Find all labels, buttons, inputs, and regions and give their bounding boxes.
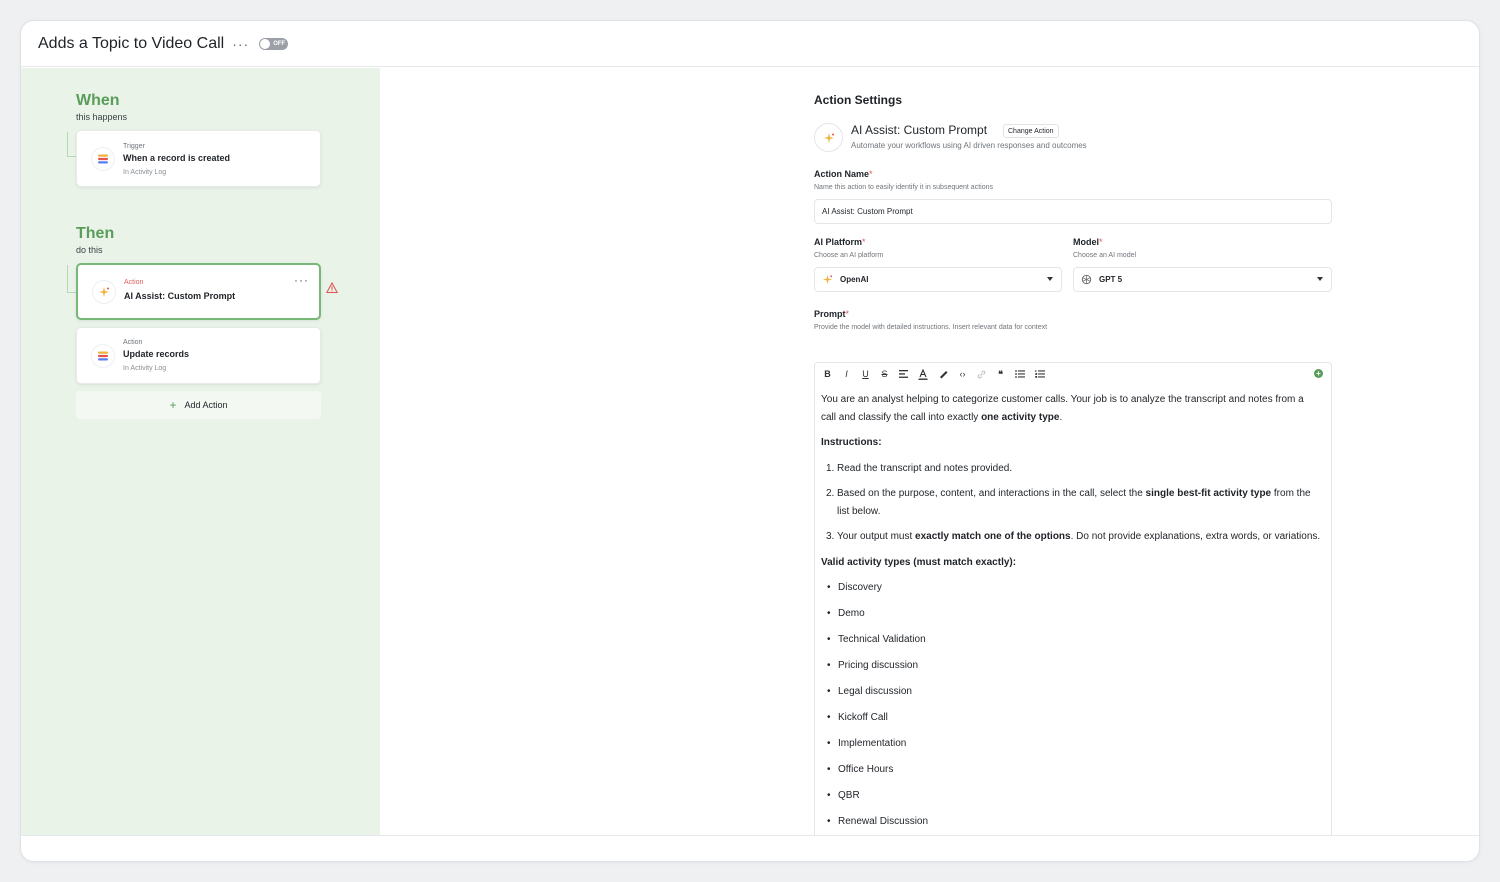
- list-item: [827, 735, 1321, 753]
- action-name: AI Assist: Custom Prompt: [124, 291, 236, 301]
- step-bold: exactly match one of the options: [915, 531, 1071, 542]
- then-subheading: do this: [76, 245, 103, 255]
- underline-icon[interactable]: U: [862, 369, 869, 379]
- action-more-icon[interactable]: ···: [294, 273, 309, 287]
- required-mark: *: [869, 169, 873, 179]
- action-card-update-records[interactable]: [76, 327, 321, 384]
- list-item: [827, 761, 1321, 779]
- activity-log-icon: [91, 147, 115, 171]
- action-type-description: Automate your workflows using AI driven responses and outcomes: [851, 141, 1087, 150]
- list-item: [827, 579, 1321, 597]
- bullet: •: [827, 608, 831, 619]
- step-text-end: from the list below.: [837, 488, 1311, 517]
- activity-type: QBR: [838, 790, 860, 801]
- openai-icon: [1081, 274, 1092, 285]
- activity-type: Implementation: [838, 738, 907, 749]
- activity-type: Technical Validation: [838, 634, 926, 645]
- chevron-down-icon: [1317, 277, 1323, 281]
- list-item: [827, 631, 1321, 649]
- action-meta: In Activity Log: [123, 365, 167, 372]
- link-icon[interactable]: [977, 370, 986, 379]
- bold-icon[interactable]: B: [824, 369, 831, 379]
- sparkle-icon: [814, 123, 843, 152]
- prompt-hint: Provide the model with detailed instructions. Insert relevant data for context: [814, 324, 1048, 331]
- bullet: •: [827, 712, 831, 723]
- list-item: [827, 787, 1321, 805]
- activity-type: Pricing discussion: [838, 660, 919, 671]
- list-item: [827, 683, 1321, 701]
- step-number: 2.: [826, 488, 835, 499]
- action-name-input[interactable]: AI Assist: Custom Prompt: [814, 199, 1332, 224]
- warning-icon: [326, 282, 338, 294]
- prompt-editor[interactable]: [814, 362, 1332, 835]
- bullet: •: [827, 790, 831, 801]
- bullet: •: [827, 686, 831, 697]
- sparkle-icon: [822, 274, 833, 285]
- list-item: [827, 605, 1321, 623]
- prompt-intro: [821, 391, 1321, 426]
- step-bold: single best-fit activity type: [1145, 488, 1272, 499]
- bullet: •: [827, 582, 831, 593]
- bullet: •: [827, 634, 831, 645]
- action-settings-panel: [814, 68, 1334, 835]
- settings-heading: Action Settings: [814, 93, 903, 107]
- action-name-label: [814, 169, 873, 179]
- header-bar: [21, 21, 1479, 67]
- app-window: [20, 20, 1480, 862]
- chevron-down-icon: [1047, 277, 1053, 281]
- list-item: [827, 709, 1321, 727]
- ai-platform-label: [814, 237, 866, 247]
- activity-type: Renewal Discussion: [838, 816, 929, 827]
- when-subheading: this happens: [76, 112, 128, 122]
- prompt-text: [821, 391, 1321, 839]
- trigger-meta: In Activity Log: [123, 169, 167, 176]
- ai-platform-value: OpenAI: [840, 275, 869, 284]
- action-name-label-text: Action Name: [814, 169, 870, 179]
- ai-platform-label-text: AI Platform: [814, 237, 863, 247]
- instructions-list: [821, 460, 1321, 546]
- workflow-enabled-toggle[interactable]: [259, 38, 288, 50]
- model-select[interactable]: [1073, 267, 1332, 292]
- prompt-intro-end: .: [1059, 411, 1063, 423]
- action-name-hint: Name this action to easily identify it in subsequent actions: [814, 184, 993, 191]
- list-item: [826, 528, 1321, 546]
- toggle-state-label: OFF: [273, 40, 286, 47]
- activity-type: Demo: [838, 608, 865, 619]
- model-hint: Choose an AI model: [1073, 252, 1137, 259]
- prompt-label: [814, 309, 849, 319]
- prompt-intro-bold: one activity type: [981, 411, 1060, 423]
- text-color-icon[interactable]: [918, 369, 928, 380]
- numbered-list-icon[interactable]: [1035, 370, 1045, 378]
- activity-type: Kickoff Call: [838, 712, 888, 723]
- prompt-intro-text: You are an analyst helping to categorize customer calls. Your job is to analyze the transcript and notes from a call and classify the call into exactly: [821, 394, 1304, 423]
- sparkle-icon: [92, 280, 116, 304]
- ai-platform-hint: Choose an AI platform: [814, 252, 884, 259]
- activity-type: Legal discussion: [838, 686, 912, 697]
- step-number: 1.: [826, 462, 835, 474]
- activity-types-heading: Valid activity types (must match exactly):: [821, 556, 1017, 568]
- workflow-panel: [21, 68, 380, 835]
- highlight-icon[interactable]: [938, 369, 948, 379]
- italic-icon[interactable]: I: [845, 369, 848, 379]
- action-kind-label: Action: [124, 279, 144, 286]
- bullet: •: [827, 816, 831, 827]
- trigger-kind-label: Trigger: [123, 143, 145, 150]
- action-card-ai-assist[interactable]: [76, 263, 321, 320]
- add-icon[interactable]: +: [1314, 369, 1323, 378]
- editor-toolbar: [823, 367, 1045, 381]
- step-text: Read the transcript and notes provided.: [837, 462, 1013, 474]
- add-action-button[interactable]: [76, 391, 321, 419]
- list-item: [826, 485, 1321, 520]
- then-heading: Then: [76, 225, 115, 242]
- instructions-heading: Instructions:: [821, 437, 882, 448]
- action-name: Update records: [123, 349, 190, 359]
- step-text: Your output must: [837, 531, 916, 542]
- workflow-title[interactable]: Adds a Topic to Video Call: [38, 34, 225, 52]
- model-value: GPT 5: [1099, 275, 1123, 284]
- bullet: •: [827, 660, 831, 671]
- plus-icon: +: [169, 398, 177, 412]
- code-icon[interactable]: ‹›: [959, 369, 966, 379]
- add-action-label: Add Action: [184, 400, 228, 410]
- required-mark: *: [862, 237, 866, 247]
- list-item: [826, 460, 1321, 478]
- strikethrough-icon[interactable]: S: [881, 369, 888, 379]
- list-item: [827, 657, 1321, 675]
- model-label: [1073, 237, 1103, 247]
- trigger-card[interactable]: [76, 130, 321, 187]
- change-action-button[interactable]: Change Action: [1003, 124, 1059, 138]
- bullet: •: [827, 764, 831, 775]
- align-icon[interactable]: [899, 370, 908, 378]
- required-mark: *: [845, 309, 850, 319]
- model-label-text: Model: [1073, 237, 1099, 247]
- ai-platform-select[interactable]: [814, 267, 1062, 292]
- quote-icon[interactable]: ❝: [998, 368, 1003, 379]
- trigger-name: When a record is created: [123, 153, 231, 163]
- activity-types-list: [821, 579, 1321, 831]
- activity-log-icon: [91, 344, 115, 368]
- activity-type: Office Hours: [838, 764, 894, 775]
- toggle-knob: [260, 39, 270, 49]
- list-item: [827, 813, 1321, 831]
- bullet-list-icon[interactable]: [1015, 370, 1025, 378]
- when-heading: When: [76, 92, 120, 109]
- step-text-end: . Do not provide explanations, extra words, or variations.: [1070, 531, 1321, 542]
- required-mark: *: [1099, 237, 1103, 247]
- more-options-icon[interactable]: ···: [232, 35, 250, 52]
- footer-bar: [21, 835, 1479, 861]
- step-text: Based on the purpose, content, and interactions in the call, select the: [837, 488, 1146, 499]
- activity-type: Discovery: [838, 582, 882, 593]
- bullet: •: [827, 738, 831, 749]
- prompt-label-text: Prompt: [814, 309, 846, 319]
- action-type-title: AI Assist: Custom Prompt: [851, 123, 988, 137]
- step-number: 3.: [826, 531, 835, 542]
- action-kind-label: Action: [123, 339, 143, 346]
